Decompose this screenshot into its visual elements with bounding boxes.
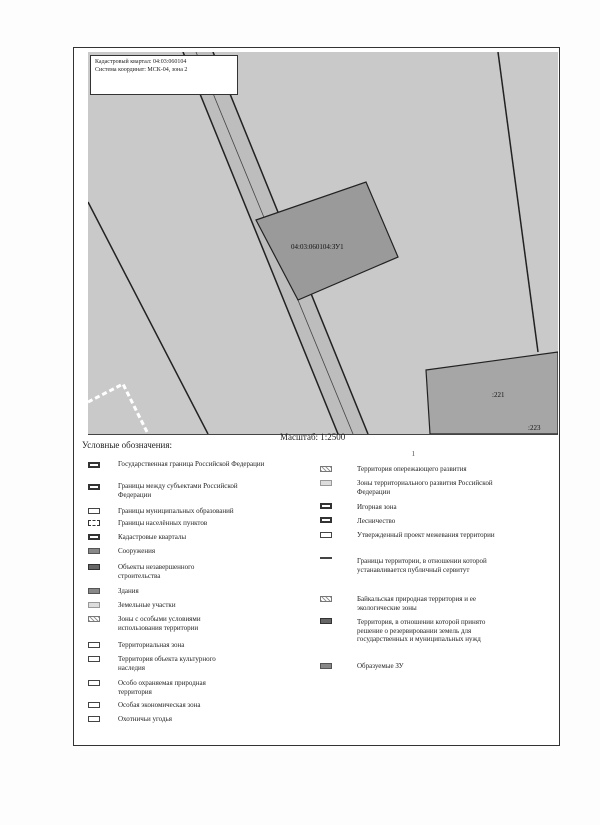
cadastral-quarter: Кадастровый квартал: 04:03:060104 xyxy=(95,59,187,65)
territorial-zone-symbol xyxy=(88,642,100,648)
servitude-border-symbol xyxy=(320,557,332,559)
legend-item: Территория, в отношении которой принято решение о резервировании земель для государственных и муниципальных нужд xyxy=(357,618,486,643)
legend-item: Зоны с особыми условиями использования территории xyxy=(118,615,201,632)
subject-border-symbol xyxy=(88,484,100,490)
development-zones-symbol xyxy=(320,480,332,486)
neighbor-label-223: :223 xyxy=(528,424,541,432)
legend-item: Границы между субъектами Российской Федерации xyxy=(118,482,238,499)
legend-item: Особая экономическая зона xyxy=(118,701,201,709)
settlement-border-symbol xyxy=(88,520,100,526)
settlement-boundary xyxy=(88,384,148,434)
state-border-symbol xyxy=(88,462,100,468)
right-boundary-line xyxy=(498,52,538,352)
created-plots-symbol xyxy=(320,663,332,669)
map-info-box xyxy=(90,55,238,95)
coordinate-system: Система координат: МСК-04, зона 2 xyxy=(95,67,188,73)
reserved-lands-symbol xyxy=(320,618,332,624)
legend-item: Границы территории, в отношении которой устанавливается публичный сервитут xyxy=(357,557,487,574)
scan-mark: ı xyxy=(412,448,415,459)
buildings-symbol xyxy=(88,588,100,594)
cadastral-map[interactable] xyxy=(88,52,558,435)
legend-item: Территория объекта культурного наследия xyxy=(118,655,216,672)
neighbor-label-221: :221 xyxy=(492,391,505,399)
survey-project-symbol xyxy=(320,532,332,538)
special-zones-symbol xyxy=(88,616,100,622)
legend-item: Территориальная зона xyxy=(118,641,185,649)
land-plots-symbol xyxy=(88,602,100,608)
baikal-territory-symbol xyxy=(320,596,332,602)
structures-symbol xyxy=(88,548,100,554)
legend-item: Сооружения xyxy=(118,547,156,555)
legend-item: Объекты незавершенного строительства xyxy=(118,563,195,580)
heritage-symbol xyxy=(88,656,100,662)
map-scale: Масштаб: 1:2500 xyxy=(280,432,346,442)
legend-item: Байкальская природная территория и ее экологические зоны xyxy=(357,595,476,612)
legend-item: Границы населённых пунктов xyxy=(118,519,208,527)
legend-item: Границы муниципальных образований xyxy=(118,507,234,515)
legend-item: Охотничьи угодья xyxy=(118,715,172,723)
protected-area-symbol xyxy=(88,680,100,686)
legend-item: Образуемые ЗУ xyxy=(357,662,404,670)
legend-title: Условные обозначения: xyxy=(82,440,173,450)
forestry-symbol xyxy=(320,517,332,523)
parcel-label: 04:03:060104:ЗУ1 xyxy=(291,243,344,251)
hunting-grounds-symbol xyxy=(88,716,100,722)
legend-item: Государственная граница Российской Федерации xyxy=(118,460,265,468)
legend-item: Здания xyxy=(118,587,139,595)
left-boundary-line xyxy=(88,202,208,434)
economic-zone-symbol xyxy=(88,702,100,708)
legend-item: Земельные участки xyxy=(118,601,176,609)
legend-item: Территория опережающего развития xyxy=(357,465,467,473)
legend-item: Игорная зона xyxy=(357,503,397,511)
legend-item: Утвержденный проект межевания территории xyxy=(357,531,495,539)
legend-item: Зоны территориального развития Российской Федерации xyxy=(357,479,493,496)
legend-item: Кадастровые кварталы xyxy=(118,533,187,541)
cadastral-quarter-symbol xyxy=(88,534,100,540)
municipal-border-symbol xyxy=(88,508,100,514)
advanced-development-symbol xyxy=(320,466,332,472)
legend-item: Особо охраняемая природная территория xyxy=(118,679,206,696)
gambling-zone-symbol xyxy=(320,503,332,509)
legend-item: Лесничество xyxy=(357,517,396,525)
unfinished-objects-symbol xyxy=(88,564,100,570)
